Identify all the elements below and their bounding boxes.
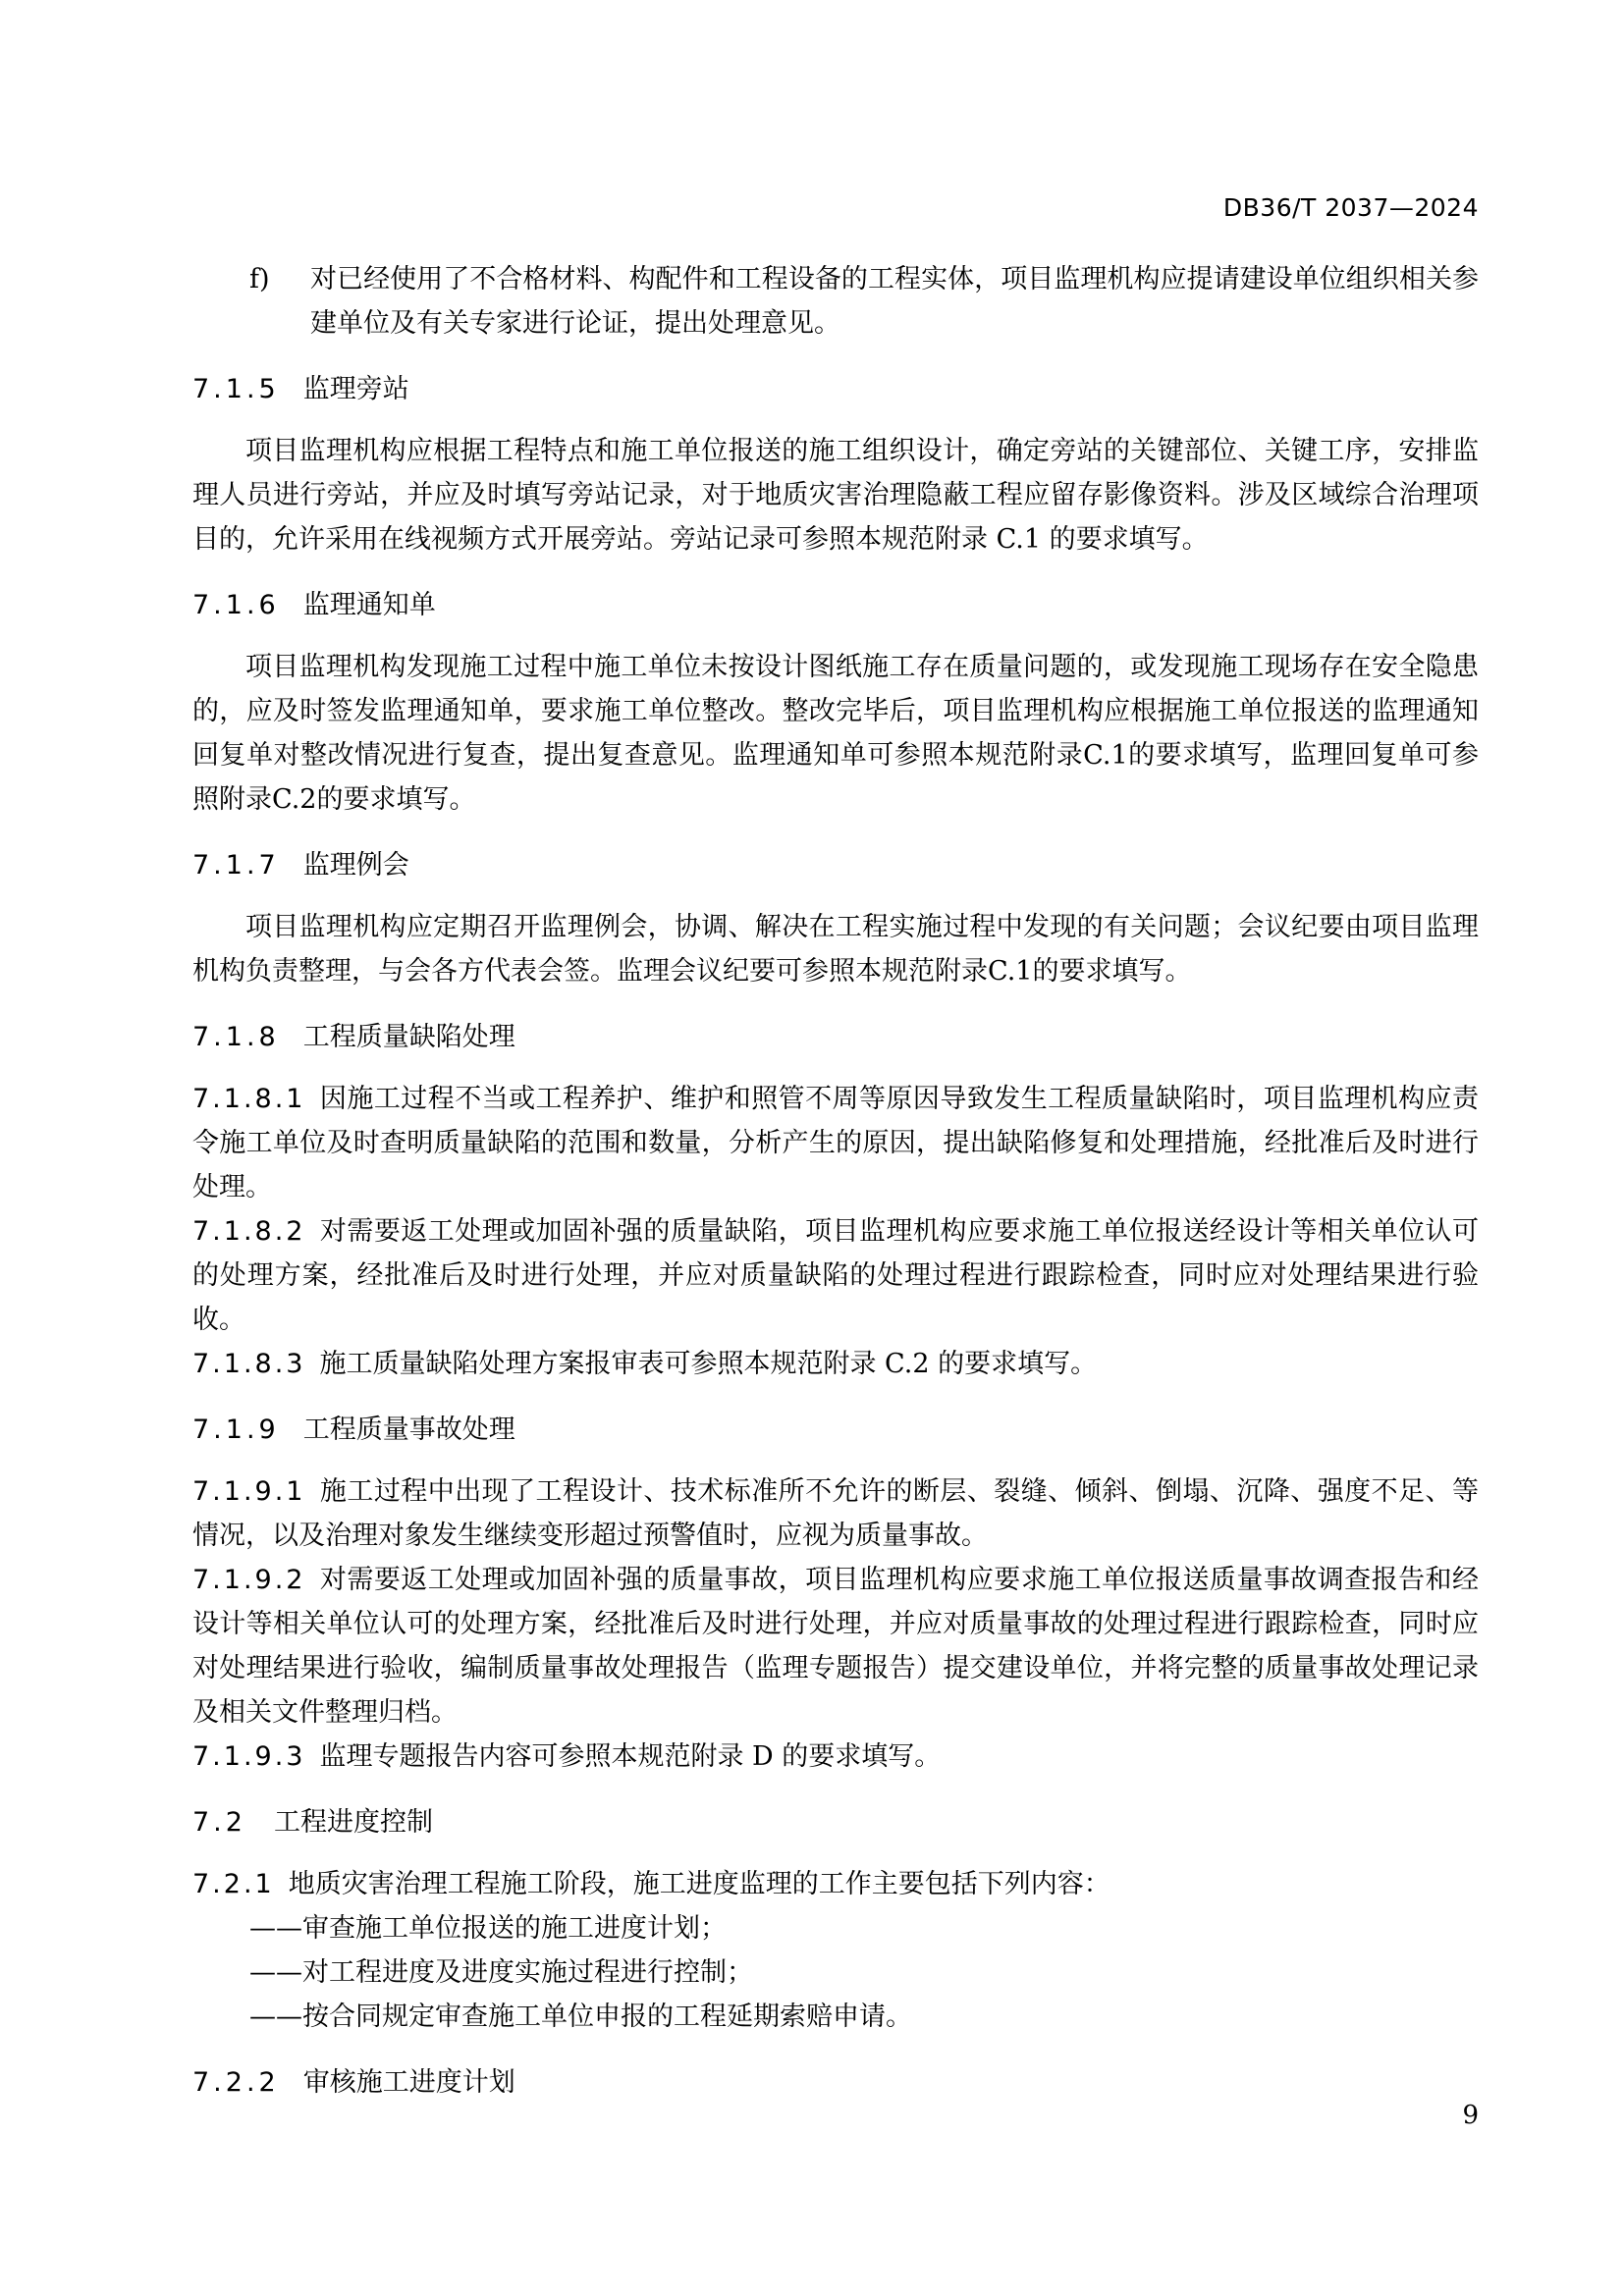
clause-7-1-9-1	[192, 1469, 1479, 1558]
paragraph-7-1-5: 项目监理机构应根据工程特点和施工单位报送的施工组织设计，确定旁站的关键部位、关键工序，安排监理人员进行旁站，并应及时填写旁站记录，对于地质灾害治理隐蔽工程应留存影像资料。涉及区域综合治理项目的，允许采用在线视频方式开展旁站。旁站记录可参照本规范附录 C.1 的要求填写。	[192, 436, 1479, 555]
section-title: 工程质量事故处理	[302, 1415, 515, 1445]
clause-7-2-1	[192, 1862, 1479, 1906]
page-number: 9	[1462, 2101, 1479, 2130]
dash-list-item: ——对工程进度及进度实施过程进行控制；	[249, 1957, 753, 1988]
clause-number: 7.1.9.3	[192, 1741, 306, 1772]
section-title: 工程质量缺陷处理	[302, 1022, 515, 1052]
section-heading-7-1-8	[192, 1018, 1479, 1057]
section-heading-7-1-5	[192, 370, 1479, 409]
list-item-text: 对已经使用了不合格材料、构配件和工程设备的工程实体，项目监理机构应提请建设单位组织相关参建单位及有关专家进行论证，提出处理意见。	[310, 264, 1479, 339]
section-heading-7-1-6	[192, 586, 1479, 625]
clause-7-1-8-1	[192, 1077, 1479, 1209]
clause-text: 施工过程中出现了工程设计、技术标准所不允许的断层、裂缝、倾斜、倒塌、沉降、强度不足、等情况，以及治理对象发生继续变形超过预警值时，应视为质量事故。	[192, 1476, 1479, 1551]
dash-list-item: ——审查施工单位报送的施工进度计划；	[249, 1913, 727, 1944]
paragraph-7-1-6: 项目监理机构发现施工过程中施工单位未按设计图纸施工存在质量问题的，或发现施工现场存在安全隐患的，应及时签发监理通知单，要求施工单位整改。整改完毕后，项目监理机构应根据施工单位报送的监理通知回复单对整改情况进行复查，提出复查意见。监理通知单可参照本规范附录C.1的要求填写，监理回复单可参照附录C.2的要求填写。	[192, 652, 1479, 815]
clause-7-1-9-2	[192, 1558, 1479, 1735]
section-title: 审核施工进度计划	[302, 2067, 515, 2098]
section-heading-7-1-9	[192, 1411, 1479, 1450]
section-title: 监理例会	[302, 850, 409, 881]
section-title: 监理旁站	[302, 374, 409, 404]
list-item-mark: f)	[249, 264, 270, 294]
clause-text: 对需要返工处理或加固补强的质量事故，项目监理机构应要求施工单位报送质量事故调查报告和经设计等相关单位认可的处理方案，经批准后及时进行处理，并应对质量事故的处理过程进行跟踪检查，同时应对处理结果进行验收，编制质量事故处理报告（监理专题报告）提交建设单位，并将完整的质量事故处理记录及相关文件整理归档。	[192, 1565, 1479, 1728]
section-number: 7.1.9	[192, 1415, 280, 1445]
section-title: 监理通知单	[302, 590, 436, 620]
section-title: 工程进度控制	[273, 1807, 433, 1838]
paragraph-7-1-7: 项目监理机构应定期召开监理例会，协调、解决在工程实施过程中发现的有关问题；会议纪要由项目监理机构负责整理，与会各方代表会签。监理会议纪要可参照本规范附录C.1的要求填写。	[192, 912, 1479, 987]
clause-7-1-9-3	[192, 1735, 1479, 1779]
section-number: 7.1.8	[192, 1022, 280, 1052]
section-number: 7.2.2	[192, 2067, 280, 2098]
clause-text: 地质灾害治理工程施工阶段，施工进度监理的工作主要包括下列内容：	[288, 1869, 1110, 1899]
section-heading-7-1-7	[192, 846, 1479, 885]
clause-text: 施工质量缺陷处理方案报审表可参照本规范附录 C.2 的要求填写。	[319, 1349, 1098, 1379]
clause-number: 7.1.8.1	[192, 1084, 306, 1114]
clause-number: 7.2.1	[192, 1869, 275, 1899]
document-code: DB36/T 2037—2024	[1222, 193, 1479, 222]
page-content	[192, 257, 1479, 2122]
clause-number: 7.1.9.1	[192, 1476, 306, 1507]
list-item-f	[192, 257, 1479, 346]
clause-text: 监理专题报告内容可参照本规范附录 D 的要求填写。	[319, 1741, 942, 1772]
clause-number: 7.1.8.2	[192, 1216, 306, 1247]
section-number: 7.1.5	[192, 374, 280, 404]
clause-7-1-8-3	[192, 1342, 1479, 1386]
section-heading-7-2-2	[192, 2063, 1479, 2103]
section-number: 7.2	[192, 1807, 246, 1838]
section-number: 7.1.6	[192, 590, 280, 620]
clause-number: 7.1.8.3	[192, 1349, 306, 1379]
clause-text: 对需要返工处理或加固补强的质量缺陷，项目监理机构应要求施工单位报送经设计等相关单位认可的处理方案，经批准后及时进行处理，并应对质量缺陷的处理过程进行跟踪检查，同时应对处理结果进行验收。	[192, 1216, 1479, 1335]
clause-number: 7.1.9.2	[192, 1565, 306, 1595]
clause-7-1-8-2	[192, 1209, 1479, 1342]
section-heading-7-2	[192, 1803, 1479, 1842]
section-number: 7.1.7	[192, 850, 280, 881]
dash-list-item: ——按合同规定审查施工单位申报的工程延期索赔申请。	[249, 2002, 912, 2032]
clause-text: 因施工过程不当或工程养护、维护和照管不周等原因导致发生工程质量缺陷时，项目监理机构应责令施工单位及时查明质量缺陷的范围和数量，分析产生的原因，提出缺陷修复和处理措施，经批准后及时进行处理。	[192, 1084, 1479, 1202]
